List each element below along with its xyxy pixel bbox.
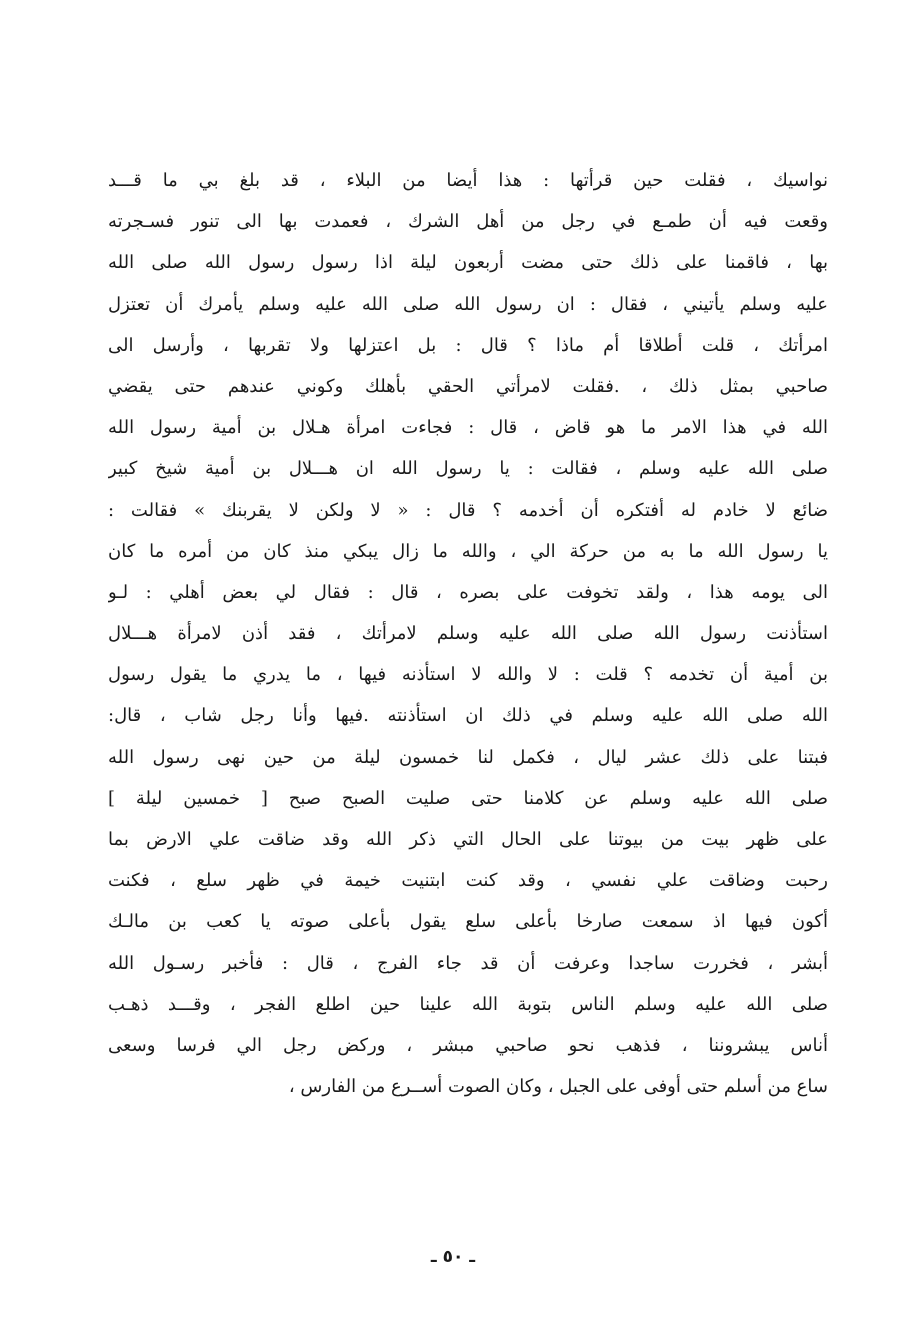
text-line: بها ، فاقمنا على ذلك حتى مضت أربعون ليلة اذا رسول رسول الله صلى الله (108, 252, 828, 274)
text-line: يا رسول الله ما به من حركة الي ، والله ما زال يبكي منذ كان من أمره ما كان (108, 540, 828, 562)
text-line: أكون فيها اذ سمعت صارخا بأعلى سلع يقول بأعلى صوته يا كعب بن مالـك (108, 911, 828, 933)
text-line: أبشر ، فخررت ساجدا وعرفت أن قد جاء الفرج ، قال : فأخبر رسـول الله (108, 952, 828, 974)
text-line: أناس يبشروننا ، فذهب نحو صاحبي مبشر ، وركض رجل الي فرسا وسعى (108, 1034, 828, 1056)
text-line: صلى الله عليه وسلم ، فقالت : يا رسول الله ان هـــلال بن أمية شيخ كبير (108, 458, 828, 480)
text-line: صاحبي بمثل ذلك ، .فقلت لامرأتي الحقي بأهلك وكوني عندهم حتى يقضي (108, 375, 828, 397)
text-line: نواسيك ، فقلت حين قرأتها : هذا أيضا من البلاء ، قد بلغ بي ما قـــد (108, 170, 828, 191)
page-number: ـ ٥٠ ـ (430, 1247, 476, 1267)
text-line: استأذنت رسول الله صلى الله عليه وسلم لامرأتك ، فقد أذن لامرأة هـــلال (108, 623, 828, 645)
text-line: امرأتك ، قلت أطلاقا أم ماذا ؟ قال : بل اعتزلها ولا تقربها ، وأرسل الى (108, 334, 828, 356)
text-line: الله في هذا الامر ما هو قاض ، قال : فجاءت امرأة هـلال بن أمية رسول الله (108, 417, 828, 439)
text-line: صلى الله عليه وسلم الناس بتوبة الله علينا حين اطلع الفجر ، وقـــد ذهـب (108, 993, 828, 1015)
body-text (108, 160, 828, 1107)
text-line: على ظهر بيت من بيوتنا على الحال التي ذكر الله وقد ضاقت علي الارض بما (108, 829, 828, 850)
text-line: عليه وسلم يأتيني ، فقال : ان رسول الله صلى الله عليه وسلم يأمرك أن تعتزل (108, 293, 828, 315)
text-line: فبتنا على ذلك عشر ليال ، فكمل لنا خمسون ليلة من حين نهى رسول الله (108, 746, 828, 768)
text-line: رحبت وضاقت علي نفسي ، وقد كنت ابتنيت خيمة في ظهر سلع ، فكنت (108, 870, 828, 892)
text-line: وقعت فيه أن طمـع في رجل من أهل الشرك ، فعمدت بها الى تنور فسـجرته (108, 211, 828, 233)
text-line: صلى الله عليه وسلم عن كلامنا حتى صليت الصبح صبح [ خمسين ليلة ] (108, 787, 828, 809)
text-line: بن أمية أن تخدمه ؟ قلت : لا والله لا استأذنه فيها ، ما يدري ما يقول رسول (108, 664, 828, 686)
text-line: الله صلى الله عليه وسلم في ذلك ان استأذنته .فيها وأنا رجل شاب ، قال: (108, 705, 828, 727)
text-line: الى يومه هذا ، ولقد تخوفت على بصره ، قال : فقال لي بعض أهلي : لـو (108, 581, 828, 603)
text-line: ساع من أسلم حتى أوفى على الجبل ، وكان الصوت أســرع من الفارس ، (288, 1076, 828, 1098)
text-line: ضائع لا خادم له أفتكره أن أخدمه ؟ قال : « لا ولكن لا يقربنك » فقالت : (108, 499, 828, 521)
